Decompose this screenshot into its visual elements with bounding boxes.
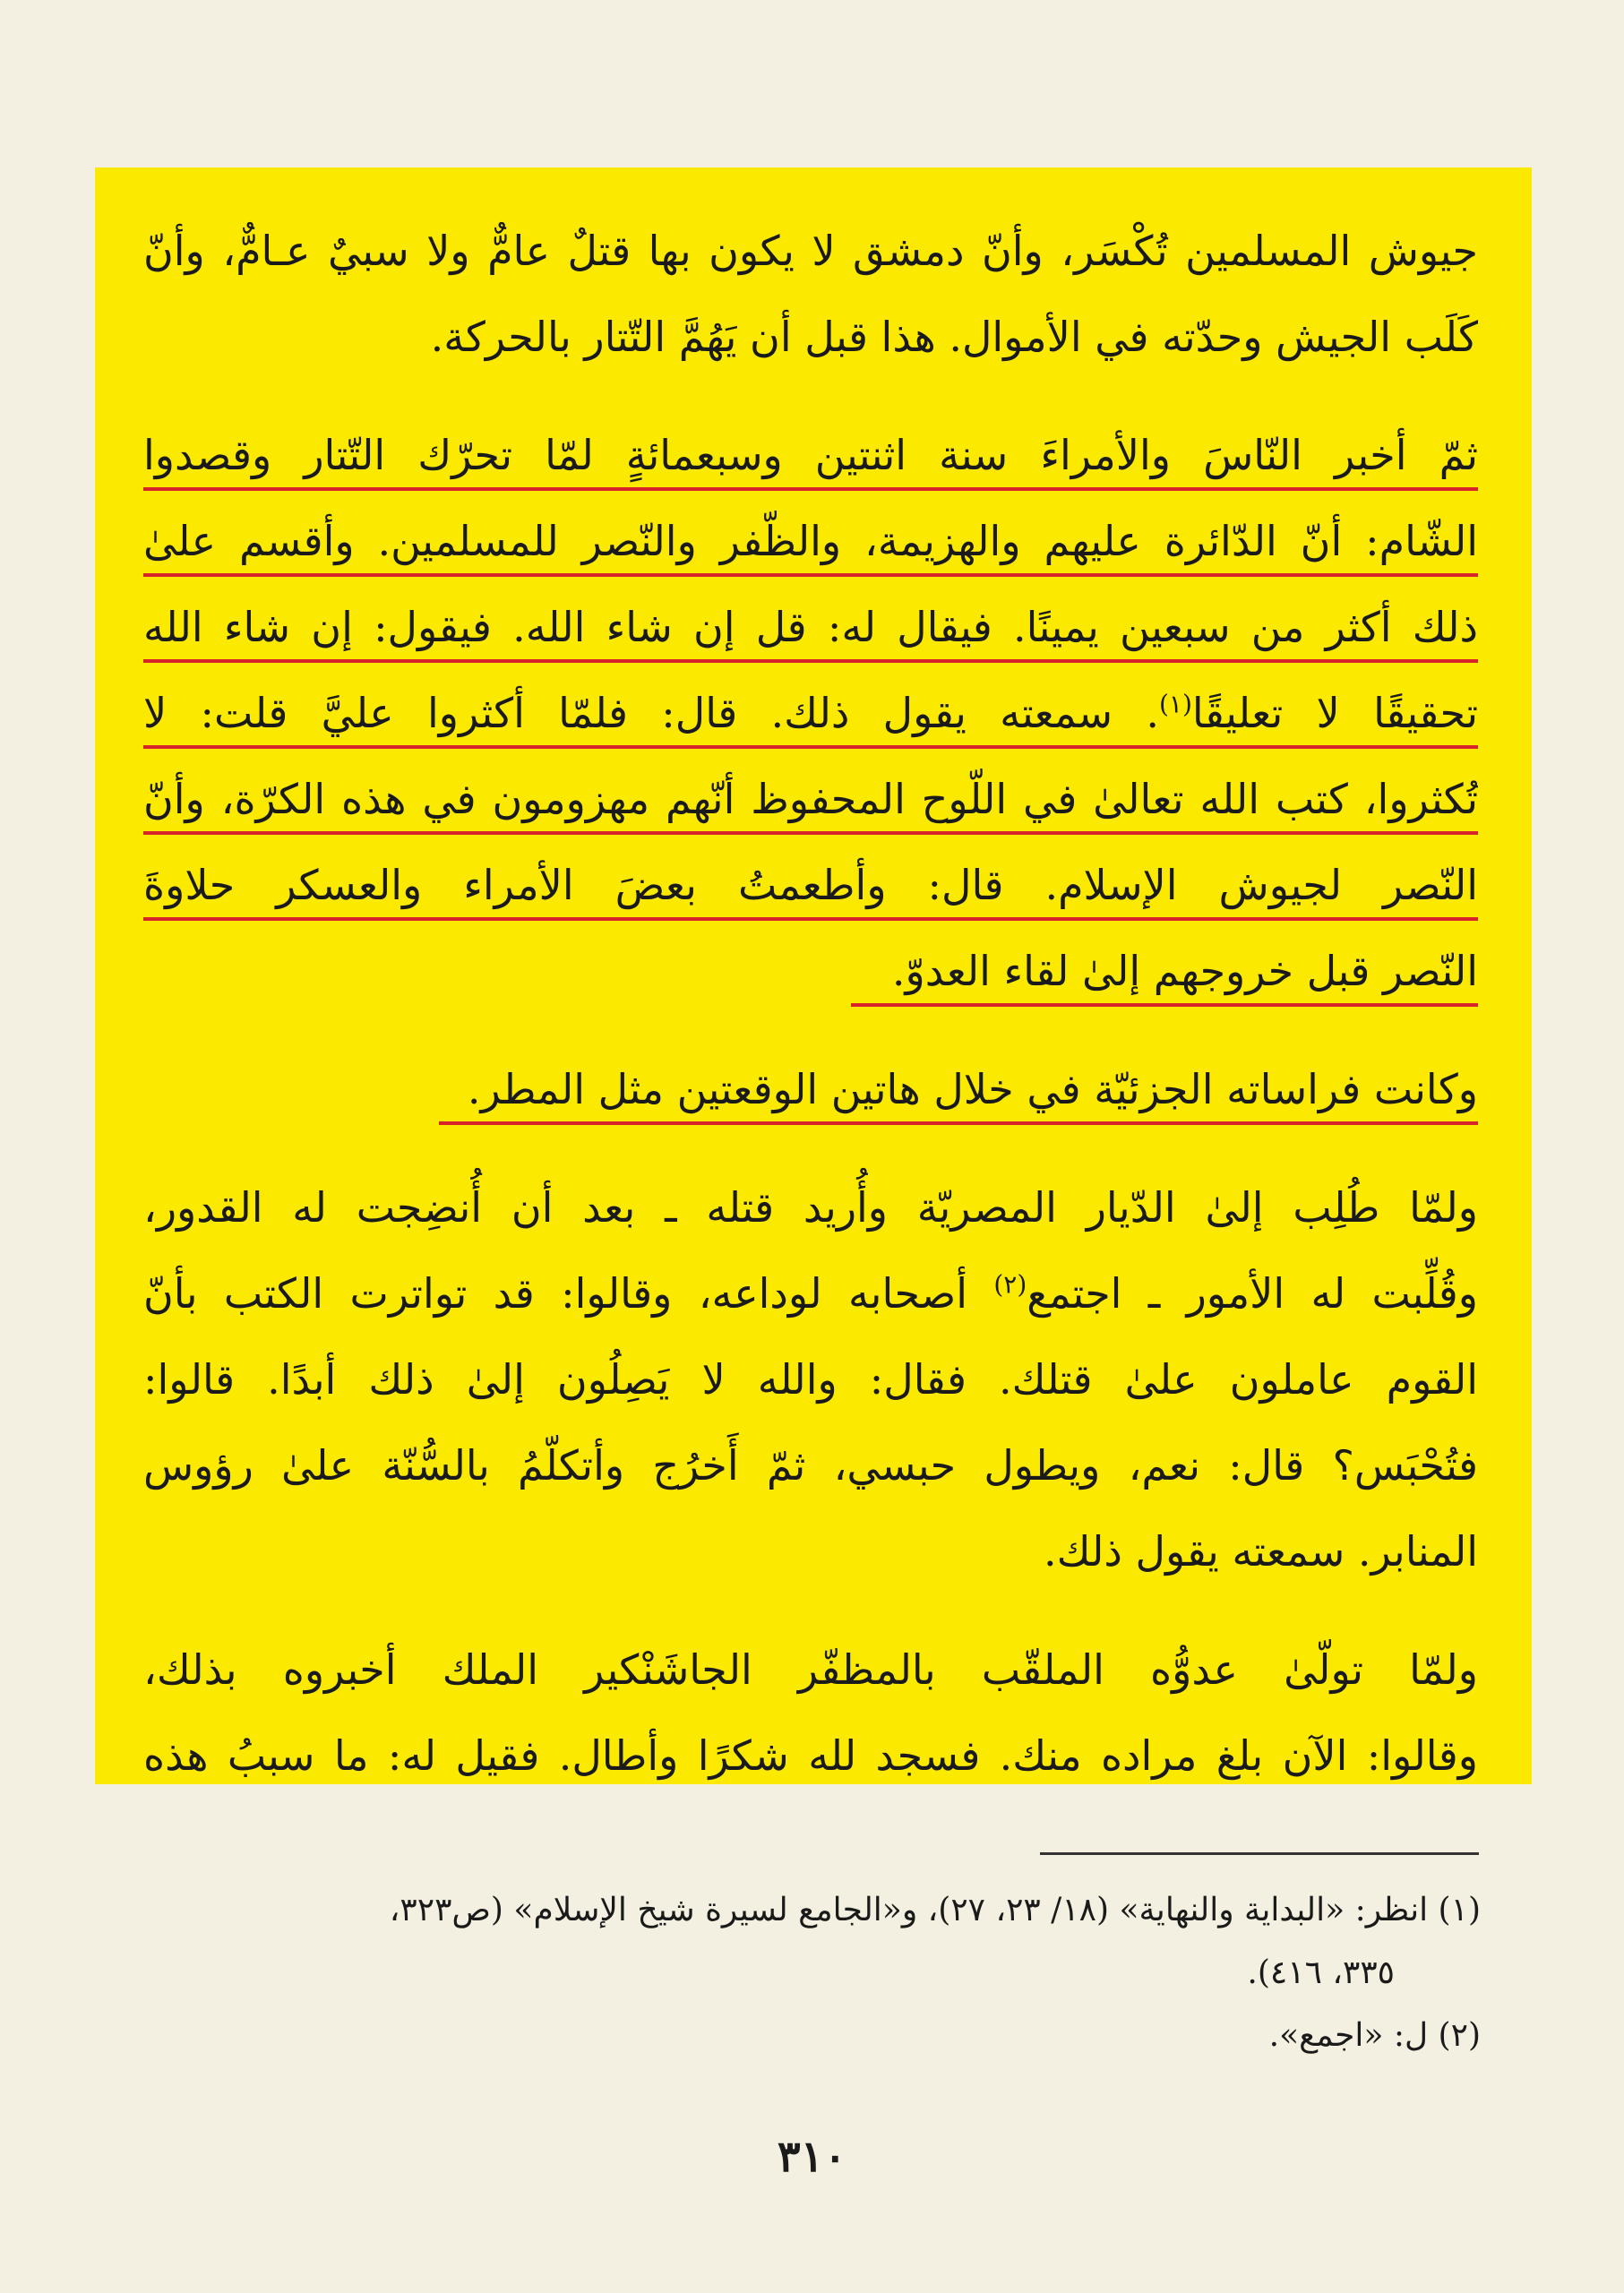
paragraph-4 bbox=[143, 1164, 1478, 1594]
paragraph-3 bbox=[143, 1046, 1478, 1132]
line-text: أصحابه لوداعه، وقالوا: قد تواترت الكتب بأنّ bbox=[143, 1269, 994, 1318]
underlined-line: تُكثروا، كتب الله تعالىٰ في اللّوح المحفوظ أنّهم مهزومون في هذه الكرّة، وأنّ bbox=[143, 756, 1478, 842]
text-line: ولمّا طُلِب إلىٰ الدّيار المصريّة وأُريد قتله ـ بعد أن أُنضِجت له القدور، bbox=[143, 1183, 1478, 1232]
paragraph-1 bbox=[143, 208, 1478, 380]
footnote-2: (٢) ل: «اجمع». bbox=[1268, 2017, 1481, 2054]
underlined-line: ثمّ أخبر النّاسَ والأمراءَ سنة اثنتين وسبعمائةٍ لمّا تحرّك التّتار وقصدوا bbox=[143, 412, 1478, 498]
underlined-line: وكانت فراساته الجزئيّة في خلال هاتين الوقعتين مثل المطر. bbox=[143, 1046, 1478, 1132]
underlined-line: ذلك أكثر من سبعين يمينًا. فيقال له: قل إن شاء الله. فيقول: إن شاء الله bbox=[143, 584, 1478, 670]
main-text bbox=[143, 208, 1478, 1799]
text-line: ولمّا تولّىٰ عدوُّه الملقّب بالمظفّر الجاشَنْكير الملك أخبروه بذلك، bbox=[143, 1645, 1478, 1694]
footnote-1-continuation: ٣٣٥، ٤١٦). bbox=[1247, 1954, 1395, 1991]
text-line: وقالوا: الآن بلغ مراده منك. فسجد لله شكرًا وأطال. فقيل له: ما سببُ هذه bbox=[143, 1731, 1478, 1780]
line-text: تحقيقًا لا تعليقًا bbox=[1191, 689, 1478, 737]
text-line: المنابر. سمعته يقول ذلك. bbox=[1044, 1527, 1478, 1576]
paragraph-5 bbox=[143, 1627, 1478, 1799]
underlined-line: النّصر لجيوش الإسلام. قال: وأطعمتُ بعضَ الأمراء والعسكر حلاوةَ bbox=[143, 842, 1478, 928]
text-line: القوم عاملون علىٰ قتلك. فقال: والله لا يَصِلُون إلىٰ ذلك أبدًا. قالوا: bbox=[143, 1355, 1478, 1404]
footnote-ref-1[interactable]: (١) bbox=[1158, 689, 1192, 719]
footnote-ref-2[interactable]: (٢) bbox=[993, 1269, 1027, 1300]
underlined-line: النّصر قبل خروجهم إلىٰ لقاء العدوّ. bbox=[143, 928, 1478, 1014]
footnotes bbox=[137, 1879, 1481, 2067]
paragraph-2 bbox=[143, 412, 1478, 1014]
footnote-1: (١) انظر: «البداية والنهاية» (١٨/ ٢٣، ٢٧)، و«الجامع لسيرة شيخ الإسلام» (ص٣٢٣، bbox=[389, 1892, 1481, 1928]
footnote-divider bbox=[1040, 1852, 1479, 1855]
underlined-line bbox=[143, 670, 1478, 756]
line-text: . سمعته يقول ذلك. قال: فلمّا أكثروا عليَّ قلت: لا bbox=[143, 689, 1159, 737]
page-number: ٣١٠ bbox=[777, 2132, 847, 2182]
underlined-line: الشّام: أنّ الدّائرة عليهم والهزيمة، والظّفر والنّصر للمسلمين. وأقسم علىٰ bbox=[143, 498, 1478, 584]
text-line: جيوش المسلمين تُكْسَر، وأنّ دمشق لا يكون بها قتلٌ عامٌّ ولا سبيٌ عـامٌّ، وأنّ bbox=[143, 227, 1478, 275]
text-line: فتُحْبَس؟ قال: نعم، ويطول حبسي، ثمّ أَخرُج وأتكلّمُ بالسُّنّة علىٰ رؤوس bbox=[143, 1441, 1478, 1490]
text-line bbox=[143, 1250, 1478, 1336]
line-text: وقُلِّبت له الأمور ـ اجتمع bbox=[1027, 1269, 1478, 1318]
text-line: كَلَب الجيش وحدّته في الأموال. هذا قبل أن يَهُمَّ التّتار بالحركة. bbox=[430, 313, 1478, 361]
